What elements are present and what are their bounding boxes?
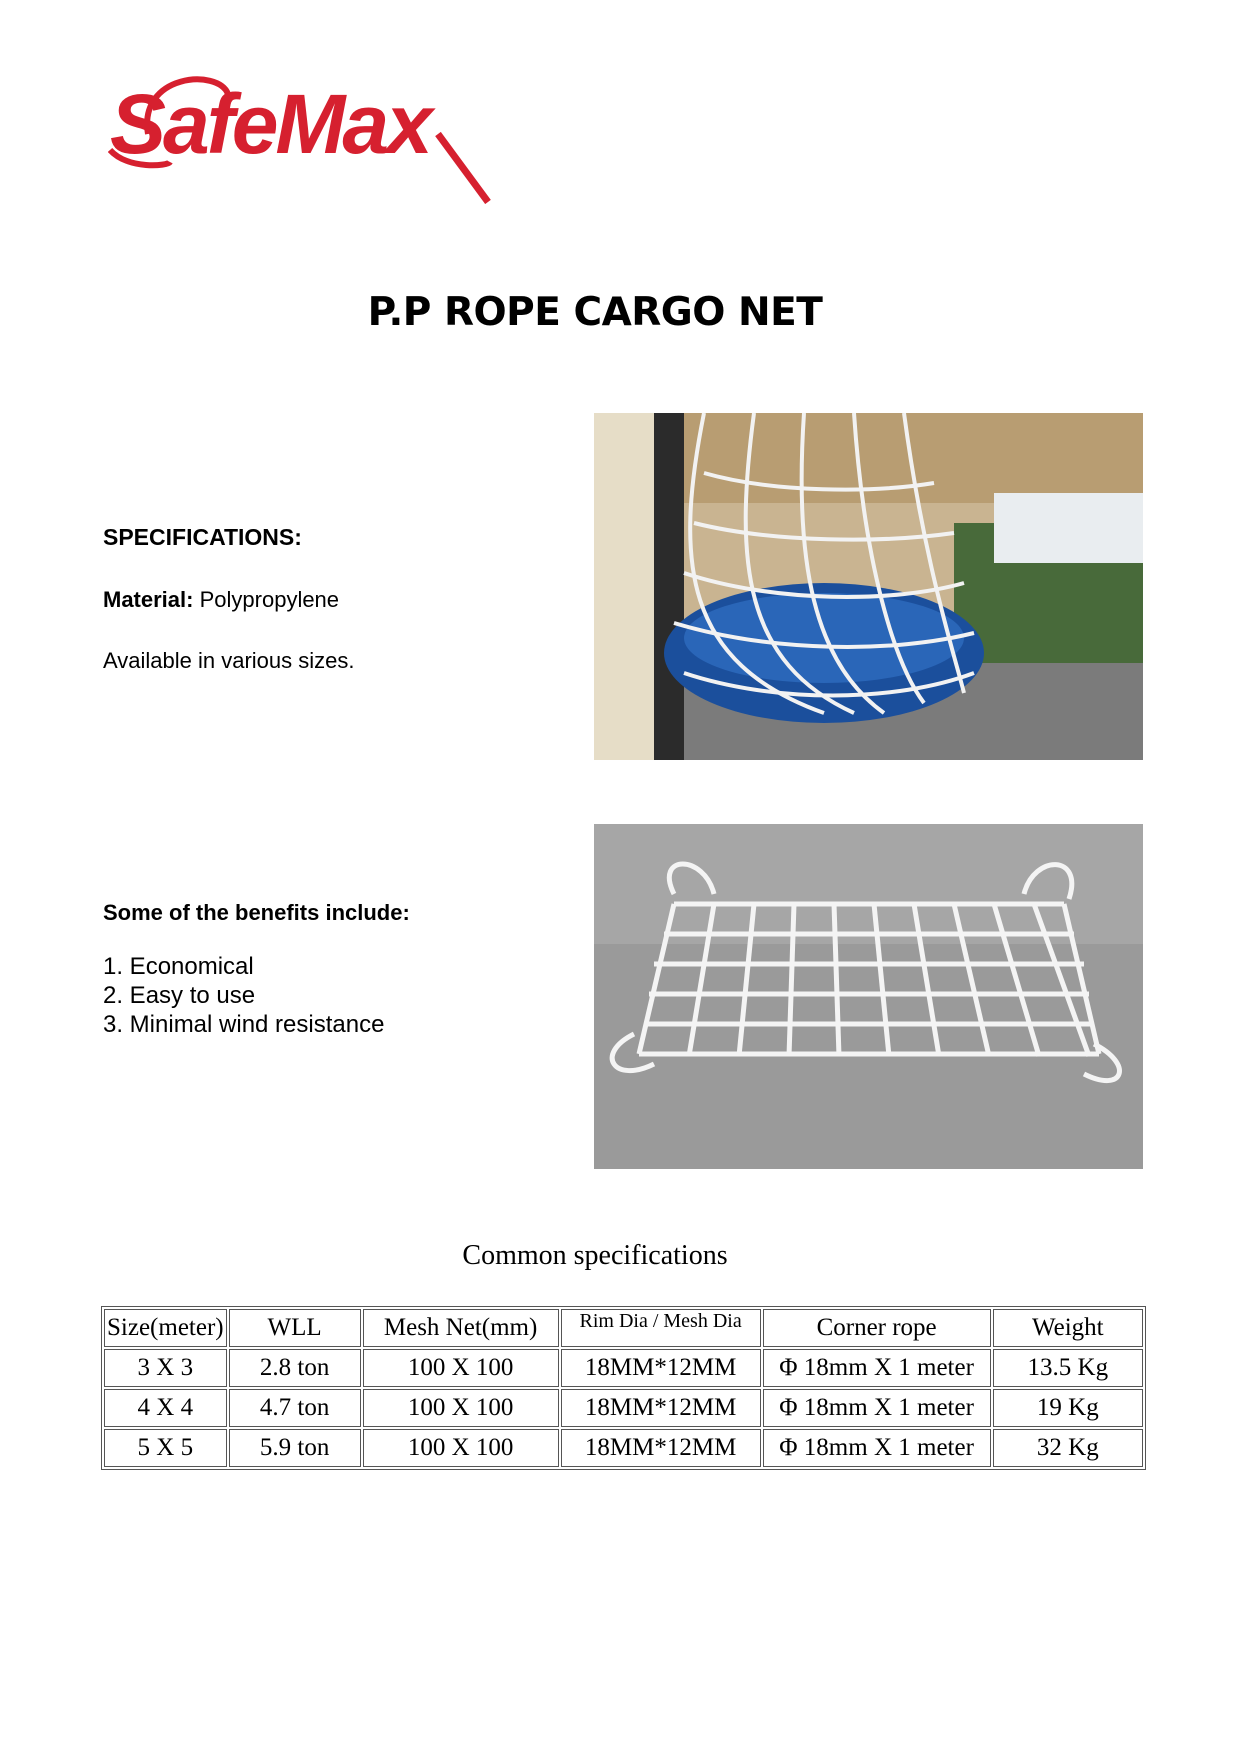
table-row [104,1429,1143,1467]
benefit-item: 2. Easy to use [103,982,256,1009]
benefits-list [103,952,384,1039]
material-label: Material: [103,587,194,612]
cell-corner-rope: Φ 18mm X 1 meter [763,1349,991,1387]
safemax-logo [108,74,498,204]
flat-cargo-net-photo [594,824,1143,1169]
header-wll: WLL [229,1309,361,1347]
cell-size: 5 X 5 [104,1429,227,1467]
cell-rim-mesh-dia: 18MM*12MM [561,1349,761,1387]
cell-weight: 19 Kg [993,1389,1143,1427]
table-header-row [104,1309,1143,1347]
cell-weight: 32 Kg [993,1429,1143,1467]
page-title: P.P ROPE CARGO NET [367,290,823,335]
specifications-heading: SPECIFICATIONS: [103,524,302,550]
benefits-heading: Some of the benefits include: [103,900,410,925]
table-row [104,1349,1143,1387]
cell-corner-rope: Φ 18mm X 1 meter [763,1429,991,1467]
cell-corner-rope: Φ 18mm X 1 meter [763,1389,991,1427]
benefit-item: 3. Minimal wind resistance [103,1011,385,1038]
header-corner-rope: Corner rope [763,1309,991,1347]
cell-mesh-net: 100 X 100 [363,1429,559,1467]
material-line [103,587,339,613]
cell-size: 3 X 3 [104,1349,227,1387]
cell-wll: 5.9 ton [229,1429,361,1467]
header-mesh-net: Mesh Net(mm) [363,1309,559,1347]
cell-rim-mesh-dia: 18MM*12MM [561,1429,761,1467]
cell-mesh-net: 100 X 100 [363,1349,559,1387]
table-caption: Common specifications [462,1240,728,1271]
hanging-cargo-net-photo [594,413,1143,760]
availability-text: Available in various sizes. [103,648,355,673]
table-row [104,1389,1143,1427]
cell-rim-mesh-dia: 18MM*12MM [561,1389,761,1427]
cell-mesh-net: 100 X 100 [363,1389,559,1427]
header-size: Size(meter) [104,1309,227,1347]
logo-wordmark: SafeMax [110,77,430,171]
header-weight: Weight [993,1309,1143,1347]
cell-weight: 13.5 Kg [993,1349,1143,1387]
material-value: Polypropylene [199,587,340,612]
benefit-item: 1. Economical [103,953,254,980]
cell-wll: 4.7 ton [229,1389,361,1427]
header-rim-mesh-dia: Rim Dia / Mesh Dia [561,1309,761,1347]
cell-size: 4 X 4 [104,1389,227,1427]
specifications-table [101,1306,1146,1470]
cell-wll: 2.8 ton [229,1349,361,1387]
